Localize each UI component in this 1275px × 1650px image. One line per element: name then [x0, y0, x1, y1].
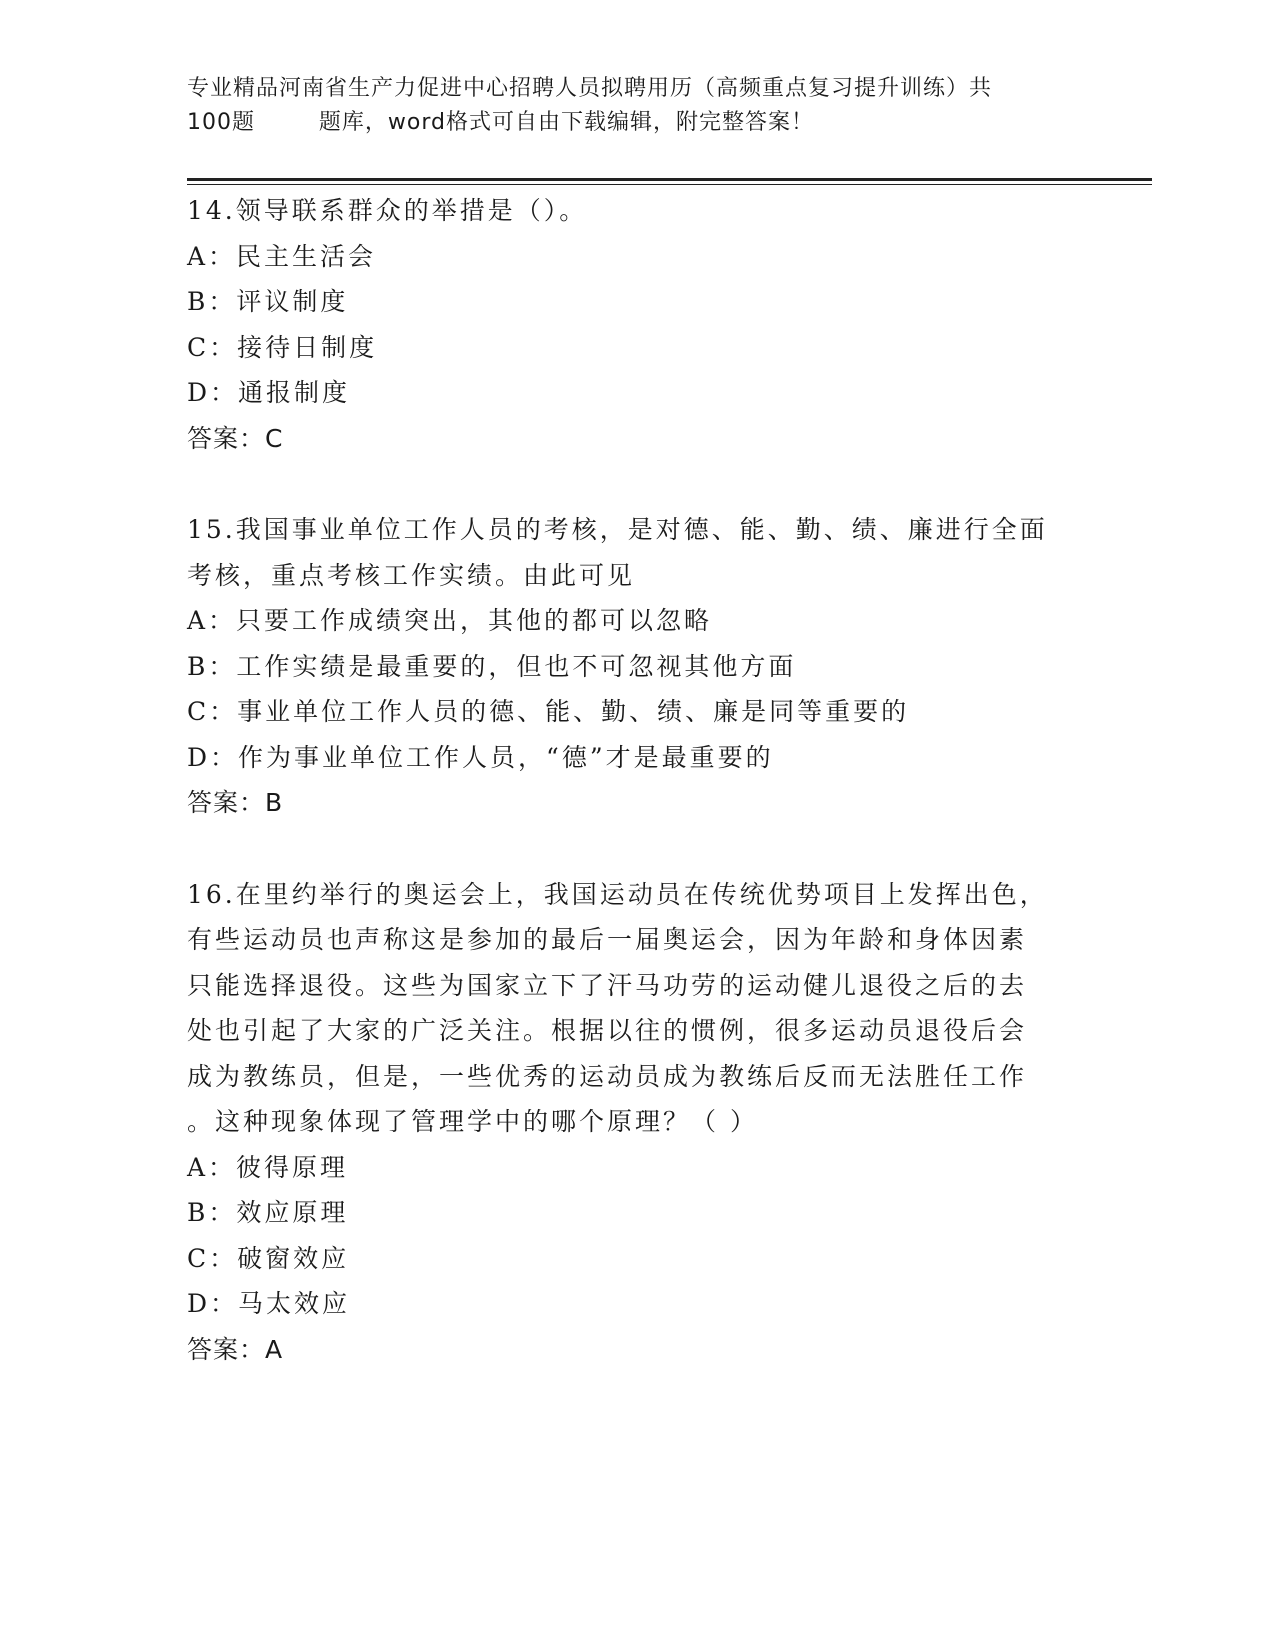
- option-a: A：只要工作成绩突出，其他的都可以忽略: [187, 606, 713, 635]
- document-header: [187, 72, 1087, 140]
- question-16: [187, 872, 1087, 1373]
- answer-line: 答案：A: [187, 1334, 284, 1364]
- option-c: C：破窗效应: [187, 1243, 350, 1273]
- option-d: D：通报制度: [187, 378, 351, 407]
- option-b: B：评议制度: [187, 287, 349, 316]
- question-14: [187, 188, 1087, 461]
- header-line-1: 专业精品河南省生产力促进中心招聘人员拟聘用历（高频重点复习提升训练）共: [187, 76, 993, 101]
- question-text-line: 14.领导联系群众的举措是（）。: [187, 196, 588, 225]
- question-text-line: 考核，重点考核工作实绩。由此可见: [187, 560, 636, 590]
- option-c: C：接待日制度: [187, 332, 378, 362]
- option-d: D：作为事业单位工作人员，“德”才是最重要的: [187, 742, 774, 772]
- answer-line: 答案：C: [187, 423, 284, 453]
- question-15: [187, 507, 1087, 826]
- option-b: B：工作实绩是最重要的，但也不可忽视其他方面: [187, 651, 797, 681]
- option-a: A：彼得原理: [187, 1152, 349, 1182]
- option-d: D：马太效应: [187, 1289, 351, 1318]
- option-c: C：事业单位工作人员的德、能、勤、绩、廉是同等重要的: [187, 697, 910, 726]
- question-text-line: 15.我国事业单位工作人员的考核，是对德、能、勤、绩、廉进行全面: [187, 515, 1048, 544]
- question-text-line: 有些运动员也声称这是参加的最后一届奥运会，因为年龄和身体因素: [187, 925, 1028, 954]
- answer-line: 答案：B: [187, 788, 284, 817]
- question-text-line: 成为教练员，但是，一些优秀的运动员成为教练后反而无法胜任工作: [187, 1061, 1028, 1091]
- question-text-line: 16.在里约举行的奥运会上，我国运动员在传统优势项目上发挥出色，: [187, 879, 1048, 909]
- option-b: B：效应原理: [187, 1198, 349, 1227]
- question-text-line: 只能选择退役。这些为国家立下了汗马功劳的运动健儿退役之后的去: [187, 970, 1028, 1000]
- question-text-line: 。这种现象体现了管理学中的哪个原理？（ ）: [187, 1107, 758, 1136]
- header-divider-thick: [187, 178, 1152, 181]
- option-a: A：民主生活会: [187, 241, 377, 271]
- header-line-2: 100题 题库，word格式可自由下载编辑，附完整答案！: [187, 110, 815, 135]
- header-divider-thin: [187, 184, 1152, 185]
- question-list: [187, 188, 1087, 1372]
- question-text-line: 处也引起了大家的广泛关注。根据以往的惯例，很多运动员退役后会: [187, 1016, 1028, 1045]
